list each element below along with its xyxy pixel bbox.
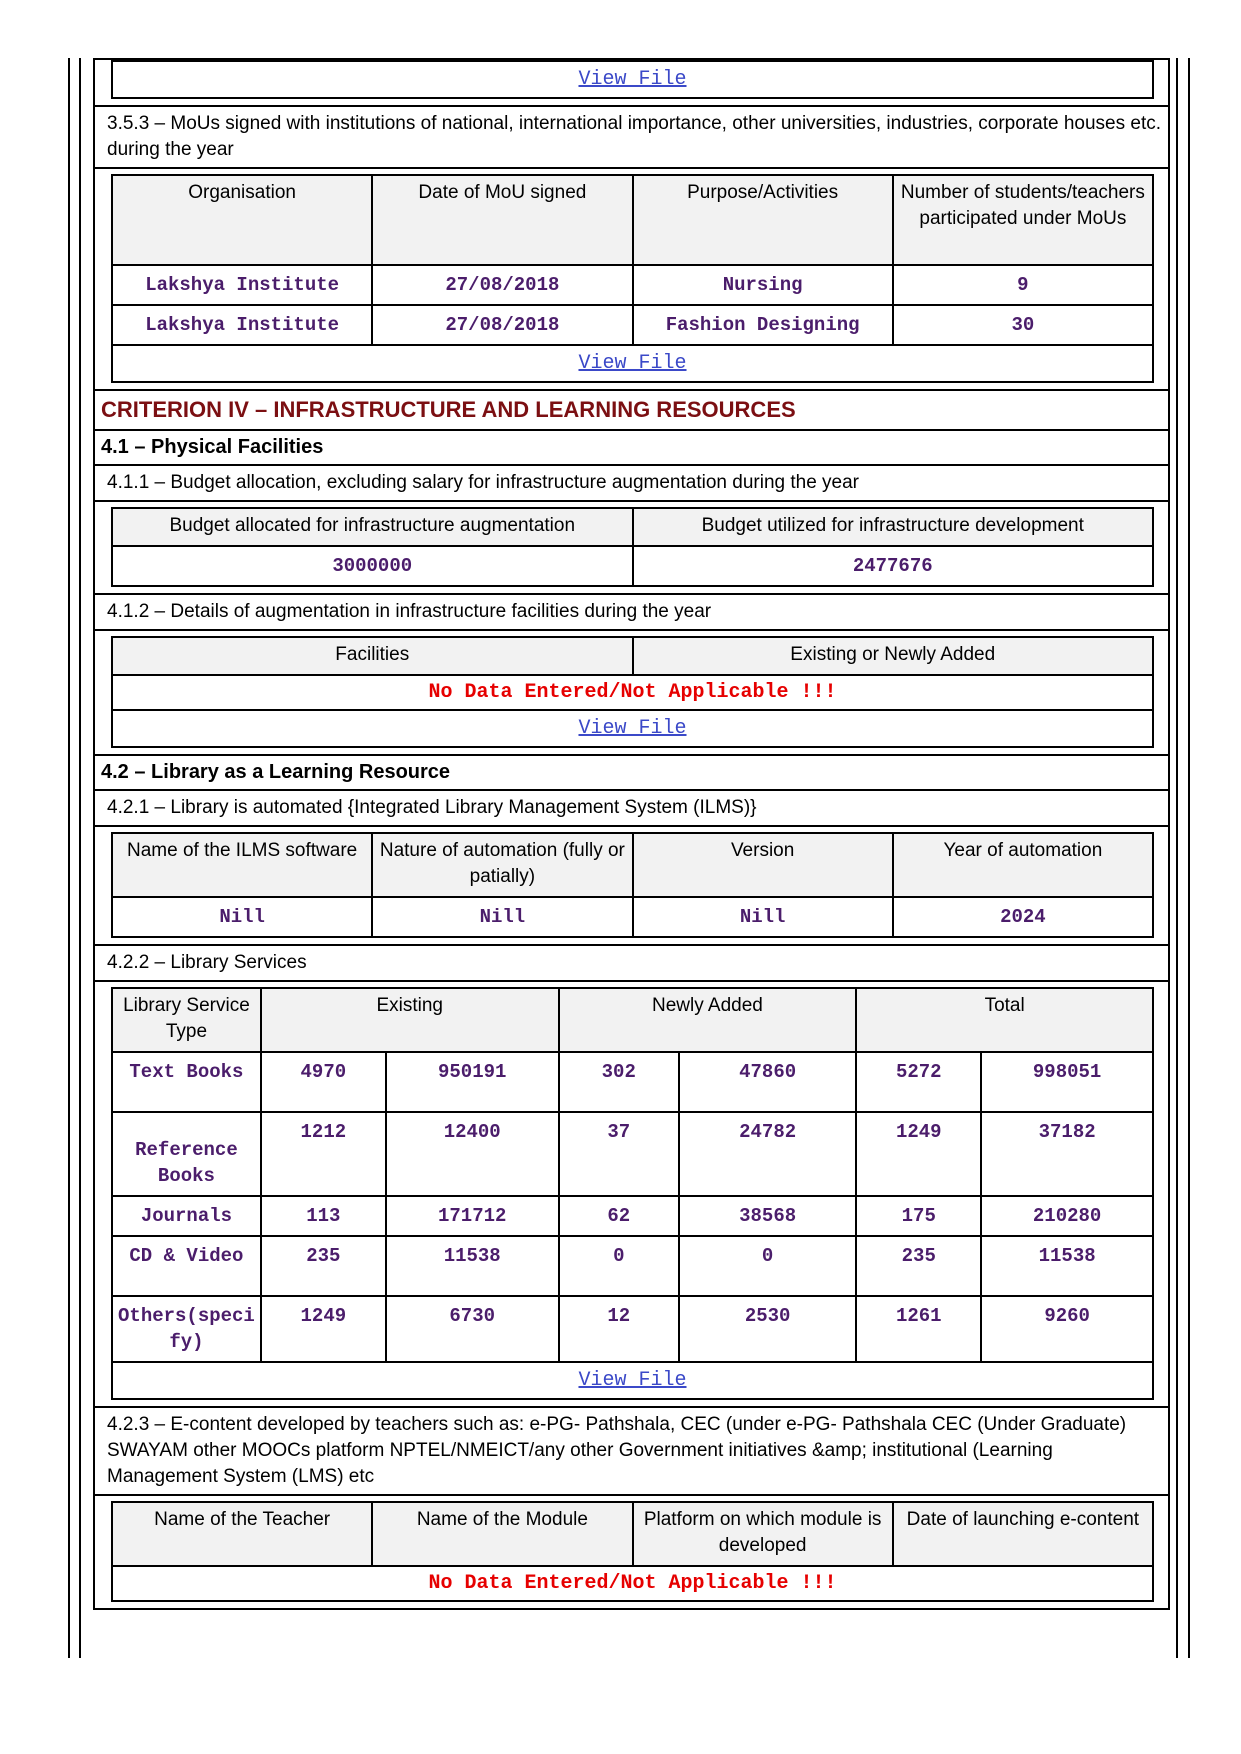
service-value: 1261 xyxy=(856,1296,981,1362)
facilities-header: Facilities xyxy=(112,637,633,675)
section-4-1-2-title: 4.1.2 – Details of augmentation in infrastructure facilities during the year xyxy=(94,594,1169,630)
service-value: 12400 xyxy=(386,1112,559,1196)
facilities-header: Existing or Newly Added xyxy=(633,637,1154,675)
mou-cell: 27/08/2018 xyxy=(372,265,632,305)
service-value: 302 xyxy=(559,1052,679,1112)
service-value: 11538 xyxy=(386,1236,559,1296)
service-type: Text Books xyxy=(112,1052,261,1112)
service-value: 1212 xyxy=(261,1112,386,1196)
page-border-right-inner xyxy=(1176,58,1178,1658)
service-type: CD & Video xyxy=(112,1236,261,1296)
service-value: 1249 xyxy=(261,1296,386,1362)
service-type: Others(specify) xyxy=(112,1296,261,1362)
table-row xyxy=(112,1112,1153,1196)
service-value: 47860 xyxy=(679,1052,856,1112)
library-services-table xyxy=(111,987,1154,1400)
section-4-2-2-title: 4.2.2 – Library Services xyxy=(94,945,1169,981)
table-row xyxy=(112,897,1153,937)
no-data-message: No Data Entered/Not Applicable !!! xyxy=(112,675,1153,710)
service-value: 113 xyxy=(261,1196,386,1236)
page-border-left-inner xyxy=(79,58,81,1658)
ilms-cell: Nill xyxy=(112,897,372,937)
section-4-1-1-title: 4.1.1 – Budget allocation, excluding salary for infrastructure augmentation during the year xyxy=(94,465,1169,501)
service-value: 12 xyxy=(559,1296,679,1362)
page-border-right-outer xyxy=(1188,58,1190,1658)
service-value: 0 xyxy=(559,1236,679,1296)
ilms-header: Version xyxy=(633,833,893,897)
service-type: Reference Books xyxy=(112,1112,261,1196)
services-header: Total xyxy=(856,988,1153,1052)
service-value: 950191 xyxy=(386,1052,559,1112)
mou-cell: Nursing xyxy=(633,265,893,305)
page-border-left-outer xyxy=(68,58,70,1658)
econtent-table xyxy=(111,1501,1154,1602)
budget-table xyxy=(111,507,1154,587)
section-4-2-3-title: 4.2.3 – E-content developed by teachers such as: e-PG- Pathshala, CEC (under e-PG- Pathshala CEC (Under Graduate) SWAYAM other MOOCs platform NPTEL/NMEICT/any other Government initiatives &amp; institutional (Learning Management System (LMS) etc xyxy=(94,1407,1169,1495)
mou-cell: 27/08/2018 xyxy=(372,305,632,345)
ilms-header: Year of automation xyxy=(893,833,1153,897)
view-file-cell xyxy=(112,61,1153,98)
service-value: 235 xyxy=(261,1236,386,1296)
service-value: 6730 xyxy=(386,1296,559,1362)
services-header: Library Service Type xyxy=(112,988,261,1052)
ilms-cell: Nill xyxy=(372,897,632,937)
econtent-header: Date of launching e-content xyxy=(893,1502,1153,1566)
mou-cell: 9 xyxy=(893,265,1153,305)
no-data-message: No Data Entered/Not Applicable !!! xyxy=(112,1566,1153,1601)
service-value: 210280 xyxy=(981,1196,1153,1236)
report-frame xyxy=(93,58,1170,1610)
table-row xyxy=(112,1052,1153,1112)
econtent-header: Name of the Module xyxy=(372,1502,632,1566)
mou-table xyxy=(111,174,1154,383)
service-value: 37182 xyxy=(981,1112,1153,1196)
service-value: 38568 xyxy=(679,1196,856,1236)
service-value: 4970 xyxy=(261,1052,386,1112)
section-3-5-3-title: 3.5.3 – MoUs signed with institutions of national, international importance, other universities, industries, corporate houses etc. during the year xyxy=(94,106,1169,168)
service-value: 5272 xyxy=(856,1052,981,1112)
view-file-link[interactable]: View File xyxy=(578,717,687,740)
service-value: 11538 xyxy=(981,1236,1153,1296)
facilities-table xyxy=(111,636,1154,748)
budget-utilized: 2477676 xyxy=(633,546,1154,586)
table-row xyxy=(112,546,1153,586)
view-file-link[interactable]: View File xyxy=(578,1369,687,1392)
table-row xyxy=(112,1196,1153,1236)
mou-cell: 30 xyxy=(893,305,1153,345)
ilms-cell: 2024 xyxy=(893,897,1153,937)
services-header: Newly Added xyxy=(559,988,857,1052)
service-value: 175 xyxy=(856,1196,981,1236)
table-row xyxy=(112,1296,1153,1362)
section-4-2-1-title: 4.2.1 – Library is automated {Integrated Library Management System (ILMS)} xyxy=(94,790,1169,826)
mou-cell: Lakshya Institute xyxy=(112,265,372,305)
services-header: Existing xyxy=(261,988,559,1052)
criterion-heading: CRITERION IV – INFRASTRUCTURE AND LEARNING RESOURCES xyxy=(94,390,1169,430)
mou-header: Organisation xyxy=(112,175,372,265)
ilms-header: Name of the ILMS software xyxy=(112,833,372,897)
section-4-2-title: 4.2 – Library as a Learning Resource xyxy=(94,755,1169,790)
service-value: 1249 xyxy=(856,1112,981,1196)
mou-cell: Lakshya Institute xyxy=(112,305,372,345)
mou-header: Number of students/teachers participated under MoUs xyxy=(893,175,1153,265)
service-value: 24782 xyxy=(679,1112,856,1196)
view-file-link[interactable]: View File xyxy=(578,352,687,375)
mou-cell: Fashion Designing xyxy=(633,305,893,345)
econtent-header: Platform on which module is developed xyxy=(633,1502,893,1566)
ilms-header: Nature of automation (fully or patially) xyxy=(372,833,632,897)
mou-header: Purpose/Activities xyxy=(633,175,893,265)
econtent-header: Name of the Teacher xyxy=(112,1502,372,1566)
service-value: 9260 xyxy=(981,1296,1153,1362)
table-row xyxy=(112,265,1153,305)
service-value: 0 xyxy=(679,1236,856,1296)
table-row xyxy=(112,305,1153,345)
ilms-cell: Nill xyxy=(633,897,893,937)
budget-header: Budget allocated for infrastructure augmentation xyxy=(112,508,633,546)
ilms-table xyxy=(111,832,1154,938)
report-table xyxy=(93,58,1170,1610)
service-value: 998051 xyxy=(981,1052,1153,1112)
service-value: 62 xyxy=(559,1196,679,1236)
service-value: 2530 xyxy=(679,1296,856,1362)
service-value: 171712 xyxy=(386,1196,559,1236)
service-value: 37 xyxy=(559,1112,679,1196)
service-type: Journals xyxy=(112,1196,261,1236)
service-value: 235 xyxy=(856,1236,981,1296)
mou-header: Date of MoU signed xyxy=(372,175,632,265)
budget-allocated: 3000000 xyxy=(112,546,633,586)
budget-header: Budget utilized for infrastructure development xyxy=(633,508,1154,546)
table-row xyxy=(112,1236,1153,1296)
section-4-1-title: 4.1 – Physical Facilities xyxy=(94,430,1169,465)
view-file-link[interactable]: View File xyxy=(578,68,687,91)
